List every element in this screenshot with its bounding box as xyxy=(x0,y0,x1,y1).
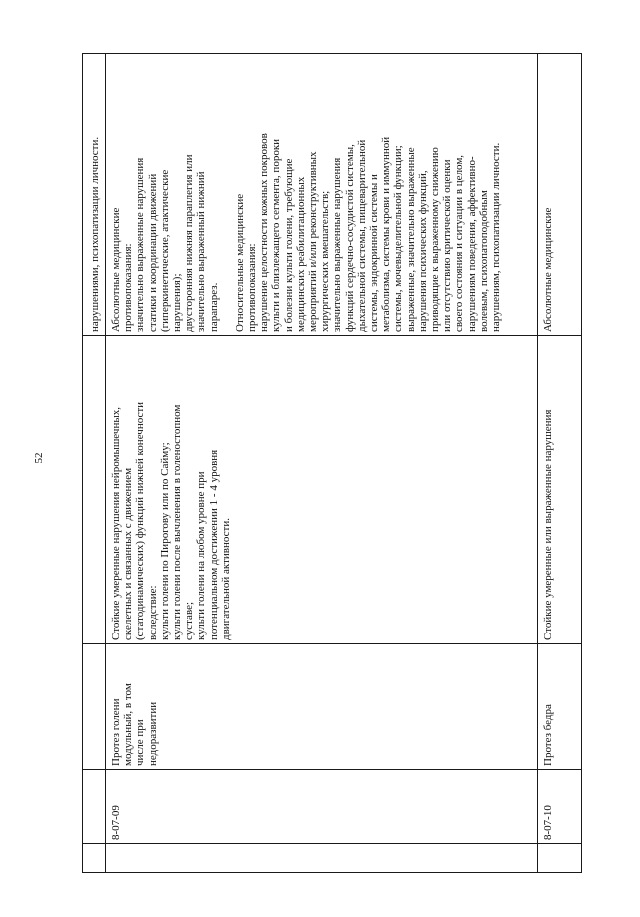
text-line: статики и координации движений xyxy=(146,173,159,332)
text-line: значительно выраженные нарушения xyxy=(134,157,147,332)
text-line: или отсутствию критической оценки xyxy=(441,159,454,332)
name-cell xyxy=(542,646,582,766)
text-line: культи голени на любом уровне при xyxy=(195,471,208,640)
text-line: нарушение целостности кожных покровов xyxy=(258,133,271,332)
indications-cell xyxy=(110,338,535,640)
text-line: приводящие к выраженному снижению xyxy=(429,147,442,332)
text-line: функций сердечно-сосудистой системы, xyxy=(343,144,356,332)
text-line: значительно выраженные нарушения xyxy=(331,157,344,332)
text-line: Абсолютные медицинские xyxy=(110,207,122,332)
text-line: вследствие: xyxy=(146,585,159,640)
text-line: нарушениям поведения, аффективно- xyxy=(465,156,478,332)
text-line: дыхательной системы, пищеварительной xyxy=(355,139,368,332)
text-line: нарушениями, психопатизации личности. xyxy=(89,136,101,332)
contraindications-cell xyxy=(542,54,582,332)
text-line: системы, эндокринной системы и xyxy=(368,174,381,332)
column-separator xyxy=(83,843,581,844)
code-cell xyxy=(542,772,582,840)
code-text: 8-07-09 xyxy=(110,805,122,840)
text-line: значительно выраженный нижний xyxy=(195,171,208,332)
text-line: (статодинамических) функций нижней конечности xyxy=(134,401,147,640)
text-line: Протез голени xyxy=(110,698,122,766)
text-line: нарушения); xyxy=(171,273,184,332)
text-line: числе при xyxy=(134,719,147,766)
text-line: системы, мочевыделительной функции; xyxy=(392,145,405,332)
page-number: 52 xyxy=(33,452,45,464)
indications-cell xyxy=(542,338,582,640)
row-separator xyxy=(537,54,538,872)
text-line: Стойкие умеренные нарушения нейромышечных, xyxy=(110,407,122,640)
text-line: противопоказания: xyxy=(122,243,135,332)
paragraph-gap xyxy=(220,54,234,332)
text-line: культи голени после вычленения в голеностопном xyxy=(171,404,184,640)
prosthesis-table xyxy=(82,53,582,873)
text-line: скелетных и связанных с движением xyxy=(122,467,135,640)
text-line: культи и близлежащего сегмента, пороки xyxy=(270,138,283,332)
text-line: недоразвитии xyxy=(146,701,159,766)
text-line: метаболизма, системы крови и иммунной xyxy=(380,136,393,332)
code-cell xyxy=(110,772,150,840)
column-separator xyxy=(83,643,581,644)
text-line: медицинских реабилитационных xyxy=(294,176,307,332)
text-line: противопоказания: xyxy=(246,243,259,332)
text-line: нарушениям, психопатизации личности. xyxy=(490,142,503,332)
row-separator xyxy=(105,54,106,872)
contraindications-cell xyxy=(110,54,535,332)
column-separator xyxy=(83,769,581,770)
text-line: Относительные медицинские xyxy=(233,193,246,332)
name-cell xyxy=(110,646,230,766)
text-line: парапарез. xyxy=(207,282,220,332)
text-line: (гиперкинетические, атактические xyxy=(158,169,171,332)
text-line: суставе; xyxy=(183,601,196,640)
text-line: мероприятий и/или реконструктивных xyxy=(307,151,320,332)
text-line: волевым, психопатоподобным xyxy=(477,190,490,332)
text-line: Протез бедра xyxy=(542,704,554,766)
continuation-contraindications-cell xyxy=(89,56,105,332)
text-line: двигательной активности. xyxy=(219,518,232,640)
text-line: двусторонняя нижняя параплегия или xyxy=(183,154,196,332)
text-line: Абсолютные медицинские xyxy=(542,207,554,332)
text-line: своего состояния и ситуации в целом, xyxy=(453,154,466,332)
text-line: и болезни культи голени, требующие xyxy=(282,158,295,332)
text-line: культи голени по Пирогову или по Сайму; xyxy=(158,442,171,640)
text-line: Стойкие умеренные или выраженные нарушения xyxy=(542,409,554,640)
text-line: хирургических вмешательств; xyxy=(319,190,332,332)
code-text: 8-07-10 xyxy=(542,805,554,840)
text-line: потенциальном достижении 1 - 4 уровня xyxy=(207,449,220,640)
text-line: нарушения психических функций, xyxy=(416,170,429,332)
text-line: модульный, в том xyxy=(122,683,135,766)
text-line: выраженные, значительно выраженные xyxy=(404,147,417,332)
column-separator xyxy=(83,335,581,336)
